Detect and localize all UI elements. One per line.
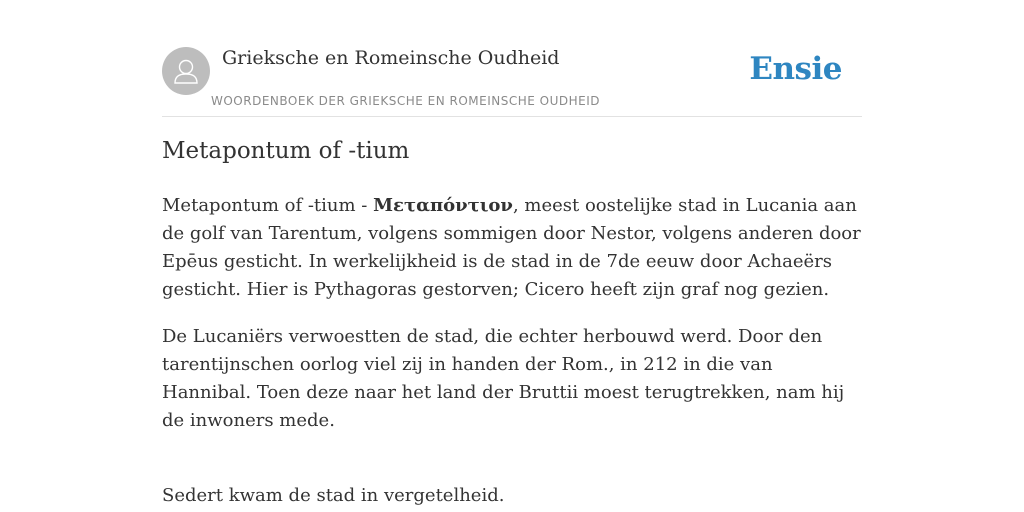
- user-silhouette-icon: [162, 47, 210, 95]
- paragraph-1-lead: Metapontum of -tium -: [162, 195, 374, 216]
- source-title[interactable]: Grieksche en Romeinsche Oudheid: [222, 47, 560, 69]
- source-subtitle: WOORDENBOEK DER GRIEKSCHE EN ROMEINSCHE OUDHEID: [211, 94, 601, 108]
- paragraph-3: Sedert kwam de stad in vergetelheid.: [162, 485, 505, 506]
- paragraph-1-rest: , meest oostelijke stad in Lucania aan de golf van Tarentum, volgens sommigen door Nestor, volgens anderen door Epēus gesticht. In werkelijkheid is de stad in de 7de eeuw door Achaeërs gesticht. Hier is Pythagoras gestorven; Cicero heeft zijn graf nog gezien.: [162, 195, 861, 300]
- entry-body: [162, 192, 864, 512]
- avatar[interactable]: [162, 47, 210, 95]
- paragraph-spacer: [162, 454, 864, 482]
- greek-term: Μεταπόντιον: [373, 195, 513, 216]
- brand-logo[interactable]: Ensie: [749, 51, 842, 87]
- paragraph-1: [162, 192, 864, 304]
- source-header: [162, 40, 862, 117]
- page-title: Metapontum of -tium: [162, 138, 410, 164]
- paragraph-2: De Lucaniërs verwoestten de stad, die echter herbouwd werd. Door den tarentijnschen oorlog viel zij in handen der Rom., in 212 in die van Hannibal. Toen deze naar het land der Bruttii moest terugtrekken, nam hij de inwoners mede.: [162, 326, 845, 431]
